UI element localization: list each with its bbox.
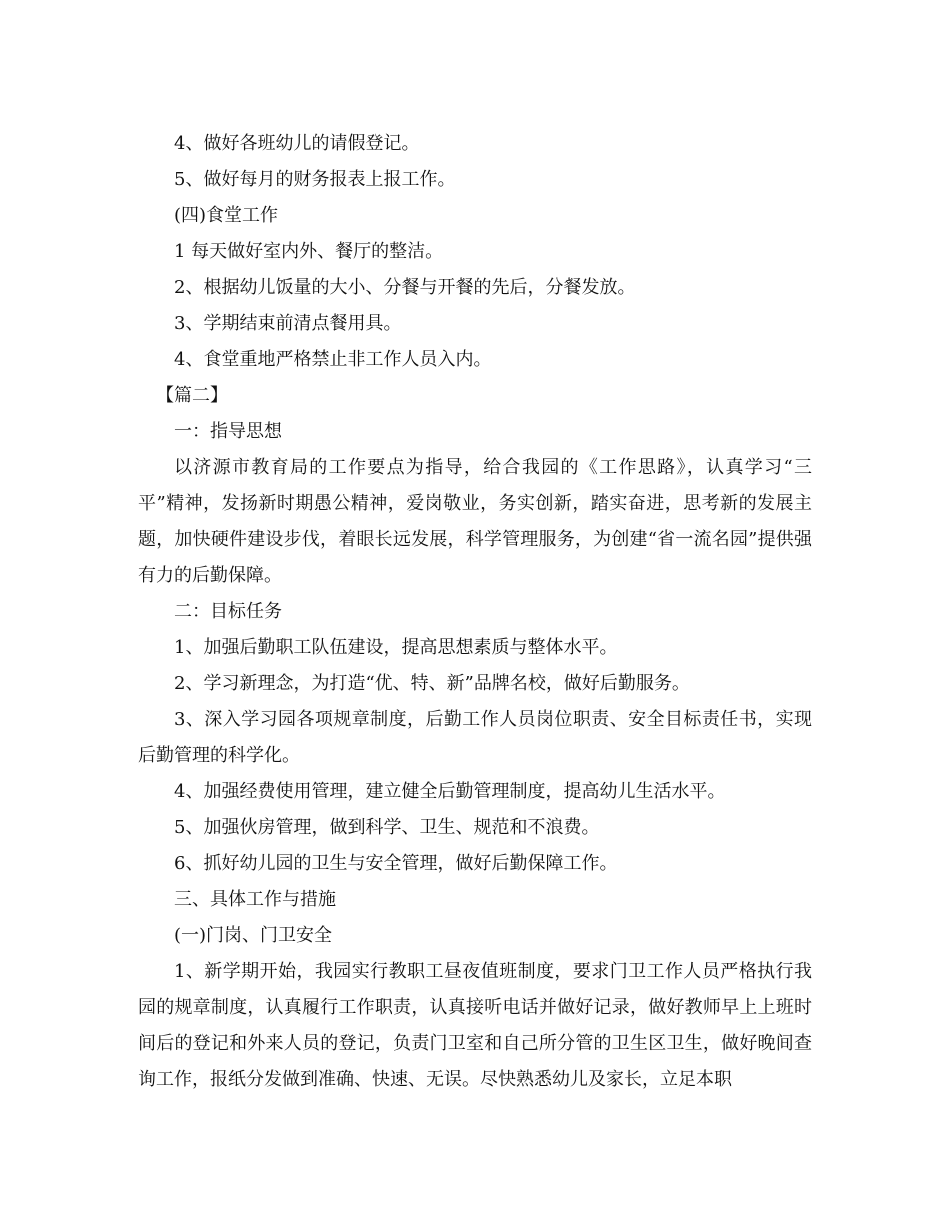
- paragraph: (四)食堂工作: [174, 205, 279, 226]
- paragraph: 4、食堂重地严格禁止非工作人员入内。: [174, 349, 492, 370]
- paragraph: 二：目标任务: [174, 601, 282, 622]
- paragraph: (一)门岗、门卫安全: [174, 925, 333, 946]
- paragraph: 三、具体工作与措施: [174, 889, 336, 910]
- document-body: [138, 126, 812, 1098]
- paragraph: 1、新学期开始，我园实行教职工昼夜值班制度，要求门卫工作人员严格执行我园的规章制度，认真履行工作职责，认真接听电话并做好记录，做好教师早上上班时间后的登记和外来人员的登记，负责门卫室和自己所分管的卫生区卫生，做好晚间查询工作，报纸分发做到准确、快速、无误。尽快熟悉幼儿及家长，立足本职: [138, 961, 812, 1090]
- paragraph: 3、深入学习园各项规章制度，后勤工作人员岗位职责、安全目标责任书，实现后勤管理的科学化。: [138, 709, 812, 766]
- paragraph: 4、做好各班幼儿的请假登记。: [174, 133, 420, 154]
- paragraph: 6、抓好幼儿园的卫生与安全管理，做好后勤保障工作。: [174, 853, 618, 874]
- paragraph: 2、根据幼儿饭量的大小、分餐与开餐的先后，分餐发放。: [174, 277, 636, 298]
- paragraph: 1、加强后勤职工队伍建设，提高思想素质与整体水平。: [174, 637, 618, 658]
- paragraph: 一：指导思想: [174, 421, 282, 442]
- paragraph: 3、学期结束前清点餐用具。: [174, 313, 402, 334]
- paragraph: 2、学习新理念，为打造“优、特、新”品牌名校，做好后勤服务。: [174, 673, 690, 694]
- paragraph: 1 每天做好室内外、餐厅的整洁。: [174, 241, 444, 262]
- paragraph: 以济源市教育局的工作要点为指导，给合我园的《工作思路》，认真学习“三平”精神，发扬新时期愚公精神，爱岗敬业，务实创新，踏实奋进，思考新的发展主题，加快硬件建设步伐，着眼长远发展，科学管理服务，为创建“省一流名园”提供强有力的后勤保障。: [138, 457, 812, 586]
- paragraph: 5、加强伙房管理，做到科学、卫生、规范和不浪费。: [174, 817, 600, 838]
- paragraph: 4、加强经费使用管理，建立健全后勤管理制度，提高幼儿生活水平。: [174, 781, 726, 802]
- paragraph: 5、做好每月的财务报表上报工作。: [174, 169, 456, 190]
- section-title: 【篇二】: [156, 385, 228, 406]
